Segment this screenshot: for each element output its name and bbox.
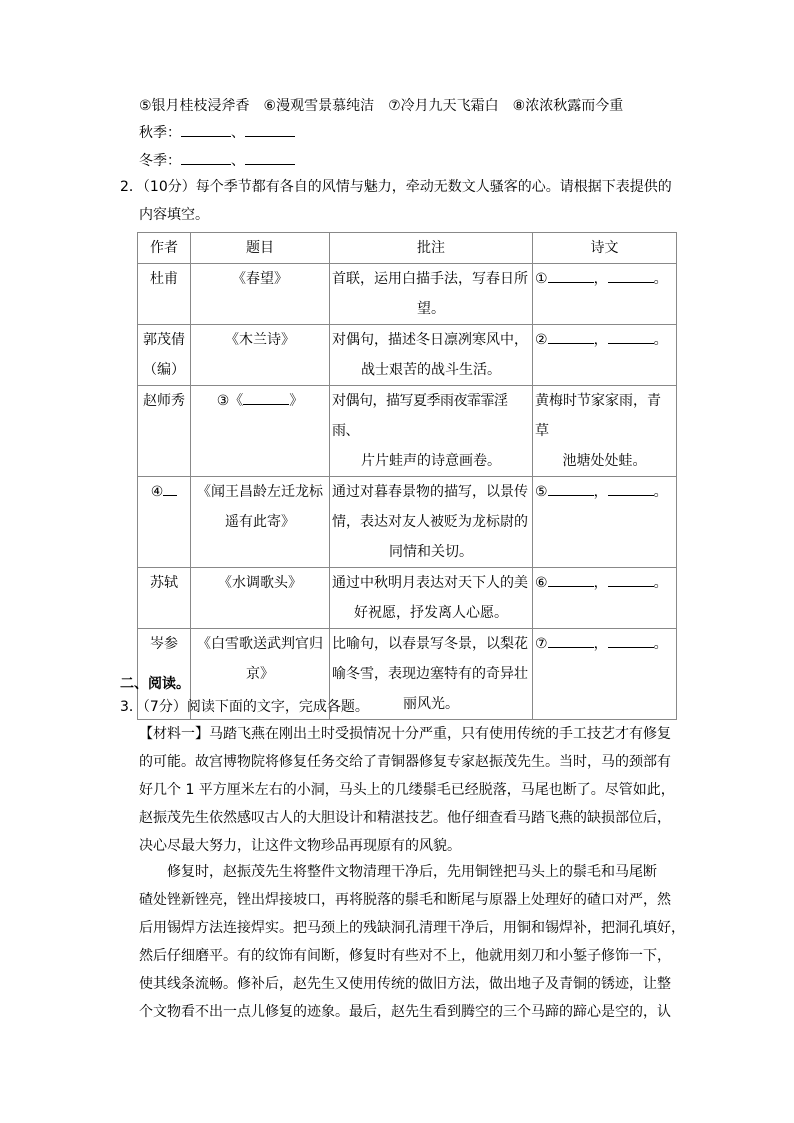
comma: ，: [593, 484, 608, 500]
paragraph-line: 【材料一】马踏飞燕在刚出土时受损情况十分严重，只有使用传统的手工技艺才有修复: [139, 726, 671, 742]
poem-blank[interactable]: [608, 482, 654, 496]
q2-line1: [120, 176, 672, 198]
note-cell: [330, 477, 533, 568]
header-author: 作者: [138, 233, 191, 264]
poem-marker: ①: [535, 271, 548, 287]
table-header-row: [138, 233, 677, 264]
poem-blank[interactable]: [608, 634, 654, 648]
note-line: 通过中秋明月表达对天下人的美: [332, 575, 528, 591]
paragraph-line: 使其线条流畅。修补后，赵先生又使用传统的做旧方法，做出地子及青铜的锈迹，让整: [139, 976, 671, 992]
comma: ，: [593, 271, 608, 287]
table-row: [138, 325, 677, 386]
note-line: 同情和关切。: [389, 544, 473, 560]
poetry-table: [137, 232, 677, 720]
q1-autumn-row: [139, 122, 295, 144]
table-row: [138, 386, 677, 477]
note-line: 喻冬雪，表现边塞特有的奇异壮: [332, 666, 528, 682]
title-line: 《白雪歌送武判官归: [197, 636, 323, 652]
note-cell: [330, 325, 533, 386]
autumn-blank-1[interactable]: [181, 123, 231, 137]
poem-cell: [533, 629, 677, 720]
paragraph-line: 碴处锉新锉亮，锉出焊接坡口，再将脱落的鬃毛和断尾与原器上处理好的碴口对严，然: [139, 892, 671, 908]
poem-marker: ②: [535, 332, 548, 348]
title-blank[interactable]: [243, 391, 289, 405]
author-marker: ④: [150, 484, 164, 500]
author-cell: 杜甫: [138, 264, 191, 325]
table-row: [138, 264, 677, 325]
note-line: 片片蛙声的诗意画卷。: [361, 453, 501, 469]
separator: 、: [231, 125, 245, 141]
author-blank[interactable]: [163, 482, 177, 496]
q1-winter-row: [139, 150, 295, 172]
autumn-blank-2[interactable]: [245, 123, 295, 137]
note-line: 通过对暮春景物的描写，以景传: [332, 484, 528, 500]
title-line: 遥有此寄》: [225, 514, 295, 530]
winter-label: 冬季：: [139, 153, 181, 169]
note-line: 对偶句，描述冬日凛冽寒风中，: [332, 332, 528, 348]
comma: ，: [593, 332, 608, 348]
header-title: 题目: [191, 233, 330, 264]
paragraph-line: 个文物看不出一点儿修复的迹象。最后，赵先生看到腾空的三个马蹄的蹄心是空的，认: [139, 1004, 671, 1020]
q3-number: 3．: [120, 699, 143, 715]
title-prefix: ③《: [216, 393, 244, 409]
note-line: 丽风光。: [403, 696, 459, 712]
poem-marker: ⑥: [535, 575, 548, 591]
header-note: 批注: [330, 233, 533, 264]
q3-intro: [120, 696, 369, 718]
poem-line: 池塘处处蛙。: [562, 453, 647, 469]
author-cell: 苏轼: [138, 568, 191, 629]
winter-blank-1[interactable]: [181, 151, 231, 165]
title-line: 《闻王昌龄左迁龙标: [197, 484, 323, 500]
poem-blank[interactable]: [548, 482, 594, 496]
period: 。: [653, 484, 668, 500]
title-cell: [191, 477, 330, 568]
separator: 、: [231, 153, 245, 169]
paragraph-line: 修复时，赵振茂先生将整件文物清理干净后，先用铜锉把马头上的鬃毛和马尾断: [139, 864, 657, 880]
poem-cell: [533, 325, 677, 386]
author-cell: [138, 325, 191, 386]
poem-cell: [533, 264, 677, 325]
table-row: [138, 477, 677, 568]
paragraph-line: 的可能。故宫博物院将修复任务交给了青铜器修复专家赵振茂先生。当时，马的颈部有: [139, 754, 671, 770]
poem-marker: ⑦: [535, 636, 548, 652]
title-cell: [191, 386, 330, 477]
title-cell: 《木兰诗》: [191, 325, 330, 386]
poem-blank[interactable]: [608, 330, 654, 344]
poem-cell: [533, 386, 677, 477]
note-line: 好祝愿，抒发离人心愿。: [354, 605, 508, 621]
paragraph-line: 赵振茂先生依然感叹古人的大胆设计和精湛技艺。他仔细查看马踏飞燕的缺损部位后，: [139, 810, 671, 826]
period: 。: [653, 271, 668, 287]
winter-blank-2[interactable]: [245, 151, 295, 165]
section-heading: 二、阅读。: [120, 676, 190, 692]
period: 。: [653, 636, 668, 652]
q2-prompt-2: 内容填空。: [139, 207, 209, 223]
poem-marker: ⑤: [535, 484, 548, 500]
note-line: 战士艰苦的战斗生活。: [361, 362, 501, 378]
q1-options: ⑤银月桂枝浸斧香 ⑥漫观雪景慕纯洁 ⑦冷月九天飞霜白 ⑧浓浓秋露而今重: [139, 98, 624, 114]
poem-line: 黄梅时节家家雨，青草: [535, 393, 661, 439]
paragraph-line: 然后仔细磨平。有的纹饰有间断，修复时有些对不上，他就用刻刀和小錾子修饰一下，: [139, 948, 671, 964]
table-row: [138, 568, 677, 629]
note-cell: [330, 386, 533, 477]
title-suffix: 》: [289, 393, 304, 409]
paragraph-line: 好几个 1 平方厘米左右的小洞，马头上的几缕鬃毛已经脱落，马尾也断了。尽管如此，: [139, 782, 675, 798]
period: 。: [653, 332, 668, 348]
note-line: 望。: [417, 301, 445, 317]
poem-blank[interactable]: [548, 634, 594, 648]
title-line: 京》: [246, 666, 274, 682]
note-line: 对偶句，描写夏季雨夜霏霏淫雨、: [332, 393, 508, 439]
author-note: （编）: [143, 362, 185, 378]
paragraph-line: 后用锡焊方法连接焊实。把马颈上的残缺洞孔清理干净后，用铜和锡焊补，把洞孔填好，: [139, 920, 685, 936]
comma: ，: [593, 636, 608, 652]
author-cell: 赵师秀: [138, 386, 191, 477]
poem-blank[interactable]: [548, 269, 594, 283]
q2-prompt-1: （10分）每个季节都有各自的风情与魅力，牵动无数文人骚客的心。请根据下表提供的: [142, 179, 672, 195]
poem-blank[interactable]: [608, 269, 654, 283]
title-cell: 《水调歌头》: [191, 568, 330, 629]
note-cell: [330, 568, 533, 629]
header-poem: 诗文: [533, 233, 677, 264]
note-cell: [330, 264, 533, 325]
poem-blank[interactable]: [548, 573, 594, 587]
q3-prompt: （7分）阅读下面的文字，完成各题。: [142, 699, 369, 715]
period: 。: [653, 575, 668, 591]
poem-cell: [533, 477, 677, 568]
poem-blank[interactable]: [608, 573, 654, 587]
author-name: 郭茂倩: [143, 332, 185, 348]
comma: ，: [593, 575, 608, 591]
title-cell: 《春望》: [191, 264, 330, 325]
poem-blank[interactable]: [548, 330, 594, 344]
author-cell: 岑参: [138, 629, 191, 720]
note-line: 比喻句，以春景写冬景，以梨花: [332, 636, 528, 652]
autumn-label: 秋季：: [139, 125, 181, 141]
note-line: 情，表达对友人被贬为龙标尉的: [332, 514, 528, 530]
poem-cell: [533, 568, 677, 629]
paragraph-line: 决心尽最大努力，让这件文物珍品再现原有的风貌。: [139, 838, 461, 854]
author-cell: [138, 477, 191, 568]
note-line: 首联，运用白描手法，写春日所: [332, 271, 528, 287]
q2-number: 2．: [120, 179, 143, 195]
